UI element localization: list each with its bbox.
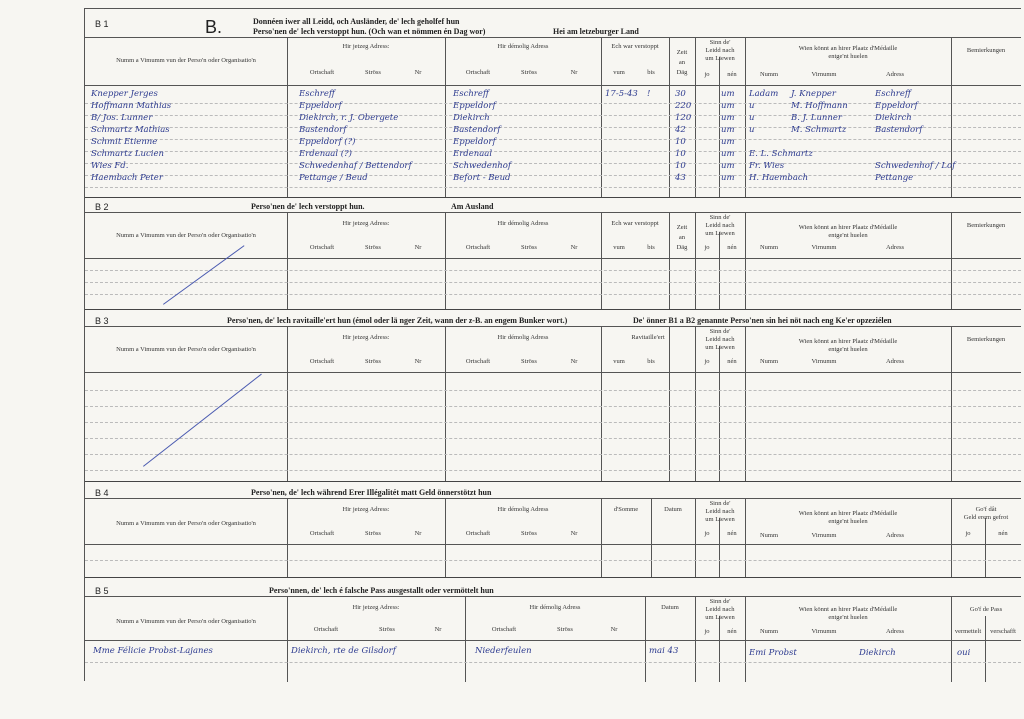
section-b2-title2: Am Ausland — [451, 202, 494, 211]
b5-hw-cur: Diekirch, rte de Gilsdorf — [291, 646, 396, 656]
section-b4 — [85, 481, 1021, 578]
b1-row-maddr: Bastendorf — [875, 125, 923, 135]
b1-row-days: 10 — [675, 161, 686, 171]
b3-col-bemierk: Bemierkungen — [966, 336, 1006, 343]
col-adress: Adress — [885, 71, 905, 78]
b2-col-zeit: Zeit — [676, 224, 688, 231]
b5-col-liewen: um Liewen — [705, 614, 735, 621]
b4-col-old: Hir démolig Adress — [497, 506, 549, 513]
b3-col-leidd: Leidd nach — [705, 336, 735, 343]
b5-hw-mname: Emi Probst — [749, 648, 797, 658]
b1-row-old: Schwedenhof — [453, 161, 512, 171]
b1-row-mname: u — [749, 113, 755, 123]
b4-col-somme: d'Somme — [613, 506, 639, 513]
b1-row-days: 120 — [675, 113, 692, 123]
b5-col-sinn: Sinn de' — [709, 598, 731, 605]
b1-row-to: ! — [647, 89, 651, 99]
b4-col-medal: Wien könnt an hirer Plaatz d'Médaille — [798, 510, 898, 517]
b1-row-mname: Fr. Wies — [749, 161, 785, 171]
b1-row-alive: um — [721, 173, 735, 183]
b1-row-old: Bastendorf — [453, 125, 501, 135]
b1-row-mvor: B. J. Lunner — [791, 113, 842, 123]
b2-col-str2: Ströss — [521, 244, 537, 251]
b4-col-liewen: um Liewen — [705, 516, 735, 523]
col-bemierk: Bemierkungen — [966, 47, 1006, 54]
b4-col-cur: Hir jetzeg Adress: — [342, 506, 390, 513]
col-cur-addr-header: Hir jetzeg Adress: — [342, 43, 390, 50]
b4-col-numm: Numm — [759, 532, 779, 539]
b1-row-alive: um — [721, 137, 735, 147]
b4-col-str2: Ströss — [521, 530, 537, 537]
b1-row-old: Eschreff — [453, 89, 489, 99]
col-nr-2: Nr — [570, 69, 578, 76]
b3-col-virnumm: Virnumm — [811, 358, 837, 365]
b1-row-name: Schmit Etienne — [91, 137, 158, 147]
b4-col-gof: Go'f dât — [975, 506, 997, 513]
b1-row-name: Hoffmann Mathias — [91, 101, 172, 111]
col-medal: Wien könnt an hirer Plaatz d'Médaille — [798, 45, 898, 52]
b3-col-sinn: Sinn de' — [709, 328, 731, 335]
b5-col-versch: verschafft — [990, 628, 1016, 635]
b5-col-leidd: Leidd nach — [705, 606, 735, 613]
section-b2 — [85, 197, 1021, 310]
col-old-addr-header: Hir démolig Adress — [497, 43, 549, 50]
b1-row-name: Schmartz Lucien — [91, 149, 164, 159]
b3-col-liewen: um Liewen — [705, 344, 735, 351]
form-title-1: Donnéen iwer all Leidd, och Ausländer, de' lech geholfef hun — [253, 17, 460, 26]
b1-row-days: 10 — [675, 137, 686, 147]
b2-col-old: Hir démolig Adress — [497, 220, 549, 227]
b1-row-mname: H. Haembach — [749, 173, 809, 183]
b1-row-maddr: Eppeldorf — [875, 101, 918, 111]
b2-col-medal2: entge'nt huelen — [828, 232, 868, 239]
b2-col-jo: jo — [704, 244, 710, 251]
b1-row-alive: um — [721, 149, 735, 159]
b4-col-virnumm: Virnumm — [811, 532, 837, 539]
b1-row-name: B/ Jos. Lunner — [91, 113, 153, 123]
section-b3-label: B 3 — [95, 316, 109, 326]
section-b4-title: Perso'nen, de' lech während Erer Illégalitét matt Geld önnerstötzt hun — [251, 488, 492, 497]
col-vum: vum — [613, 69, 625, 76]
section-b1 — [85, 9, 1021, 197]
b4-col-nen: nén — [727, 530, 737, 537]
b5-col-str2: Ströss — [557, 626, 573, 633]
b5-hw-date: mai 43 — [649, 646, 679, 656]
section-b5 — [85, 577, 1021, 682]
col-sinn: Sinn de' — [709, 39, 731, 46]
b2-col-an: an — [678, 234, 686, 241]
b5-col-ort2: Ortschaft — [491, 626, 517, 633]
section-b2-label: B 2 — [95, 202, 109, 212]
b5-col-jo: jo — [704, 628, 710, 635]
b3-col-nr2: Nr — [570, 358, 578, 365]
b1-row-mname: u — [749, 101, 755, 111]
b1-row-cur: Eppeldorf — [299, 101, 342, 111]
b1-row-cur: Pettange / Beud — [299, 173, 368, 183]
b1-row-alive: um — [721, 101, 735, 111]
b1-row-days: 42 — [675, 125, 686, 135]
col-medal2: entge'nt huelen — [828, 53, 868, 60]
b3-col-numm: Numm — [759, 358, 779, 365]
b3-col-medal2: entge'nt huelen — [828, 346, 868, 353]
b3-col-str: Ströss — [365, 358, 381, 365]
b5-col-old: Hir démolig Adress — [529, 604, 581, 611]
col-zeit: Zeit — [676, 49, 688, 56]
b5-hw-old: Niederfeulen — [475, 646, 532, 656]
b3-col-ort: Ortschaft — [309, 358, 335, 365]
section-b5-label: B 5 — [95, 586, 109, 596]
col-leidd: Leidd nach — [705, 47, 735, 54]
b3-col-bis: bis — [647, 358, 655, 365]
cancel-stroke — [163, 245, 244, 305]
col-ortschaft: Ortschaft — [309, 69, 335, 76]
b1-row-old: Eppeldorf — [453, 101, 496, 111]
b1-row-days: 43 — [675, 173, 686, 183]
b1-row-maddr: Diekirch — [875, 113, 912, 123]
b3-col-vum: vum — [613, 358, 625, 365]
col-stross: Ströss — [365, 69, 381, 76]
b4-col-nen2: nén — [998, 530, 1008, 537]
b4-col-geld: Geld erem gefrot — [963, 514, 1009, 521]
b4-col-datum: Datum — [664, 506, 682, 513]
b4-col-adress: Adress — [885, 532, 905, 539]
b5-col-verm: vermettelt — [954, 628, 982, 635]
b3-col-str2: Ströss — [521, 358, 537, 365]
b1-row-mvor: M. Schmartz — [791, 125, 847, 135]
col-hidden-header: Ech war verstoppt — [611, 43, 659, 50]
b1-row-cur: Schwedenhaf / Bettendorf — [299, 161, 412, 171]
b5-col-nr: Nr — [434, 626, 442, 633]
b4-col-str: Ströss — [365, 530, 381, 537]
b2-col-medal: Wien könnt an hirer Plaatz d'Médaille — [798, 224, 898, 231]
b1-row-mname: Ladam — [749, 89, 779, 99]
b3-col-adress: Adress — [885, 358, 905, 365]
b4-col-nr: Nr — [414, 530, 422, 537]
b5-col-medal: Wien könnt an hirer Plaatz d'Médaille — [798, 606, 898, 613]
b2-col-dag: Däg — [676, 244, 688, 251]
b1-row-cur: Diekirch, r. J. Obergete — [299, 113, 399, 123]
b2-col-numm: Numm — [759, 244, 779, 251]
b2-col-name: Numm a Vimumm vun der Perso'n oder Organisatio'n — [116, 232, 256, 239]
section-b3 — [85, 309, 1021, 482]
b2-col-ort2: Ortschaft — [465, 244, 491, 251]
b2-col-nr2: Nr — [570, 244, 578, 251]
b1-row-from: 17-5-43 — [605, 89, 638, 99]
b4-col-name: Numm a Vimumm vun der Perso'n oder Organisatio'n — [116, 520, 256, 527]
b1-row-maddr: Schwedenhof / Lof — [875, 161, 956, 171]
b4-col-sinn: Sinn de' — [709, 500, 731, 507]
b1-row-name: Haembach Peter — [91, 173, 163, 183]
section-b2-title: Perso'nen de' lech verstoppt hun. — [251, 202, 365, 211]
col-nr: Nr — [414, 69, 422, 76]
b4-col-leidd: Leidd nach — [705, 508, 735, 515]
section-b5-title: Perso'nnen, de' lech é falsche Pass ausgestallt oder vermöttelt hun — [269, 586, 494, 595]
col-an: an — [678, 59, 686, 66]
b1-row-old: Erdenaal — [453, 149, 493, 159]
b1-row-alive: um — [721, 161, 735, 171]
b1-row-name: Knepper Jerges — [91, 89, 158, 99]
b5-col-adress: Adress — [885, 628, 905, 635]
b5-col-numm: Numm — [759, 628, 779, 635]
b1-row-cur: Eschreff — [299, 89, 335, 99]
b1-row-days: 30 — [675, 89, 686, 99]
b1-row-days: 220 — [675, 101, 692, 111]
b2-col-leidd: Leidd nach — [705, 222, 735, 229]
b2-col-nr: Nr — [414, 244, 422, 251]
b3-col-ort2: Ortschaft — [465, 358, 491, 365]
b5-col-ort: Ortschaft — [313, 626, 339, 633]
section-b1-label: B 1 — [95, 19, 109, 29]
b2-col-nen: nén — [727, 244, 737, 251]
b5-col-name: Numm a Vimumm vun der Perso'n oder Organisatio'n — [116, 618, 256, 625]
col-numm: Numm — [759, 71, 779, 78]
b3-col-name: Numm a Vimumm vun der Perso'n oder Organisatio'n — [116, 346, 256, 353]
b5-col-str: Ströss — [379, 626, 395, 633]
b2-col-liewen: um Liewen — [705, 230, 735, 237]
b1-row-alive: um — [721, 125, 735, 135]
cancel-stroke-b3 — [143, 374, 262, 467]
b3-col-nr: Nr — [414, 358, 422, 365]
b1-row-days: 10 — [675, 149, 686, 159]
b3-col-nen: nén — [727, 358, 737, 365]
b2-col-cur: Hir jetzeg Adress: — [342, 220, 390, 227]
b1-row-cur: Eppeldorf (?) — [299, 137, 356, 147]
b3-col-ravi: Ravitaille'ert — [631, 334, 665, 341]
b2-col-adress: Adress — [885, 244, 905, 251]
b3-col-cur: Hir jetzeg Adress: — [342, 334, 390, 341]
col-nen: nén — [727, 71, 737, 78]
b1-row-alive: um — [721, 113, 735, 123]
b1-row-old: Befort - Beud — [453, 173, 511, 183]
col-name-header: Numm a Vimumm vun der Perso'n oder Organisatio'n — [116, 57, 256, 64]
b1-row-mname: u — [749, 125, 755, 135]
b4-col-jo2: jo — [965, 530, 971, 537]
b4-col-ort2: Ortschaft — [465, 530, 491, 537]
col-bis: bis — [647, 69, 655, 76]
b5-hw-name: Mme Félicie Probst-Lajanes — [93, 646, 213, 656]
b1-row-maddr: Eschreff — [875, 89, 911, 99]
b2-col-str: Ströss — [365, 244, 381, 251]
b1-row-mvor: J. Knepper — [791, 89, 836, 99]
b1-row-mvor: M. Hoffmann — [791, 101, 848, 111]
b5-col-virnumm: Virnumm — [811, 628, 837, 635]
b5-col-medal2: entge'nt huelen — [828, 614, 868, 621]
form-title-3: Hei am letzeburger Land — [553, 27, 639, 36]
b5-col-nr2: Nr — [610, 626, 618, 633]
b1-row-alive: um — [721, 89, 735, 99]
b1-row-name: Schmartz Mathias — [91, 125, 170, 135]
section-b4-label: B 4 — [95, 488, 109, 498]
b4-col-ort: Ortschaft — [309, 530, 335, 537]
b5-col-datum: Datum — [661, 604, 679, 611]
b1-row-mname: E. L. Schmartz — [749, 149, 813, 159]
b1-row-old: Eppeldorf — [453, 137, 496, 147]
b2-col-bemierk: Bemierkungen — [966, 222, 1006, 229]
b2-col-sinn: Sinn de' — [709, 214, 731, 221]
b1-row-maddr: Pettange — [875, 173, 914, 183]
col-liewen: um Liewen — [705, 55, 735, 62]
col-stross-2: Ströss — [521, 69, 537, 76]
b5-col-cur: Hir jetzeg Adress: — [352, 604, 400, 611]
b4-col-jo: jo — [704, 530, 710, 537]
col-dag: Däg — [676, 69, 688, 76]
b3-col-medal: Wien könnt an hirer Plaatz d'Médaille — [798, 338, 898, 345]
b3-col-jo: jo — [704, 358, 710, 365]
b2-col-vum: vum — [613, 244, 625, 251]
col-ortschaft-2: Ortschaft — [465, 69, 491, 76]
form-letter: B. — [205, 17, 223, 37]
b1-row-name: Wies Fd. — [91, 161, 129, 171]
form-title-2: Perso'nen de' lech verstoppt hun. (Och wan et nömmen én Dag wor) — [253, 27, 486, 36]
b2-col-bis: bis — [647, 244, 655, 251]
b1-row-cur: Bastendorf — [299, 125, 347, 135]
b2-col-virnumm: Virnumm — [811, 244, 837, 251]
b5-col-nen: nén — [727, 628, 737, 635]
section-b3-title: Perso'nen, de' lech ravitaille'ert hun (émol oder lä nger Zeit, wann der z-B. an engem Bunker wort.) — [227, 316, 568, 325]
col-virnumm: Virnumm — [811, 71, 837, 78]
b4-col-nr2: Nr — [570, 530, 578, 537]
section-b3-title2: De' önner B1 a B2 genannte Perso'nen sin hei nöt nach eng Ke'er opzeziélen — [633, 316, 892, 325]
b2-col-hid: Ech war verstoppt — [611, 220, 659, 227]
b4-col-medal2: entge'nt huelen — [828, 518, 868, 525]
form-sheet — [84, 8, 1021, 681]
b3-col-old: Hir démolig Adress — [497, 334, 549, 341]
b5-hw-maddr: Diekirch — [859, 648, 896, 658]
b5-col-gofpass: Go'f de Pass — [969, 606, 1003, 613]
b1-row-cur: Erdenaal (?) — [299, 149, 352, 159]
col-jo: jo — [704, 71, 710, 78]
b5-hw-gof: oui — [957, 648, 971, 658]
b1-row-old: Diekirch — [453, 113, 490, 123]
b2-col-ort: Ortschaft — [309, 244, 335, 251]
